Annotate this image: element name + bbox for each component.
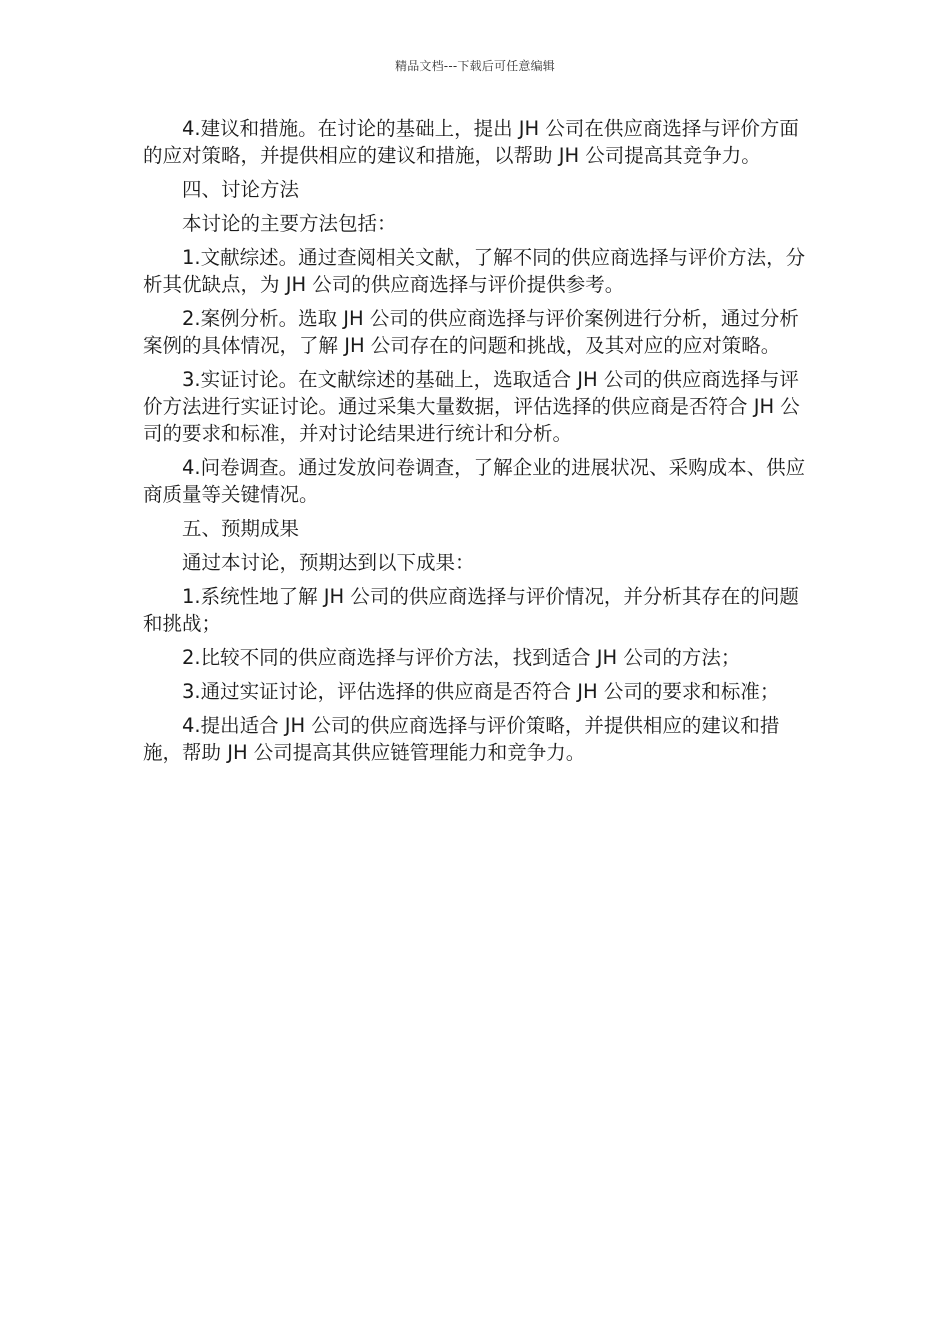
paragraph-result-4: 4.提出适合 JH 公司的供应商选择与评价策略，并提供相应的建议和措施，帮助 JH 公司提高其供应链管理能力和竞争力。 — [143, 714, 780, 764]
paragraph-results-intro: 通过本讨论，预期达到以下成果： — [182, 551, 475, 574]
paragraph-recommendations: 4.建议和措施。在讨论的基础上，提出 JH 公司在供应商选择与评价方面的应对策略，并提供相应的建议和措施，以帮助 JH 公司提高其竞争力。 — [143, 117, 799, 167]
section-heading-expected-results: 五、预期成果 — [182, 517, 300, 540]
paragraph-result-3: 3.通过实证讨论，评估选择的供应商是否符合 JH 公司的要求和标准； — [182, 680, 780, 703]
section-heading-methods: 四、讨论方法 — [182, 178, 300, 201]
paragraph-methods-intro: 本讨论的主要方法包括： — [182, 212, 397, 235]
document-body — [143, 115, 808, 773]
paragraph-result-1: 1.系统性地了解 JH 公司的供应商选择与评价情况，并分析其存在的问题和挑战； — [143, 585, 799, 635]
paragraph-method-literature-review: 1.文献综述。通过查阅相关文献，了解不同的供应商选择与评价方法，分析其优缺点，为 JH 公司的供应商选择与评价提供参考。 — [143, 246, 806, 296]
paragraph-method-case-analysis: 2.案例分析。选取 JH 公司的供应商选择与评价案例进行分析，通过分析案例的具体情况，了解 JH 公司存在的问题和挑战，及其对应的应对策略。 — [143, 307, 799, 357]
paragraph-method-questionnaire: 4.问卷调查。通过发放问卷调查，了解企业的进展状况、采购成本、供应商质量等关键情况。 — [143, 456, 806, 506]
paragraph-result-2: 2.比较不同的供应商选择与评价方法，找到适合 JH 公司的方法； — [182, 646, 741, 669]
paragraph-method-empirical: 3.实证讨论。在文献综述的基础上，选取适合 JH 公司的供应商选择与评价方法进行实证讨论。通过采集大量数据，评估选择的供应商是否符合 JH 公司的要求和标准，并对讨论结果进行统计和分析。 — [143, 368, 800, 445]
page-header: 精品文档---下载后可任意编辑 — [395, 59, 555, 73]
